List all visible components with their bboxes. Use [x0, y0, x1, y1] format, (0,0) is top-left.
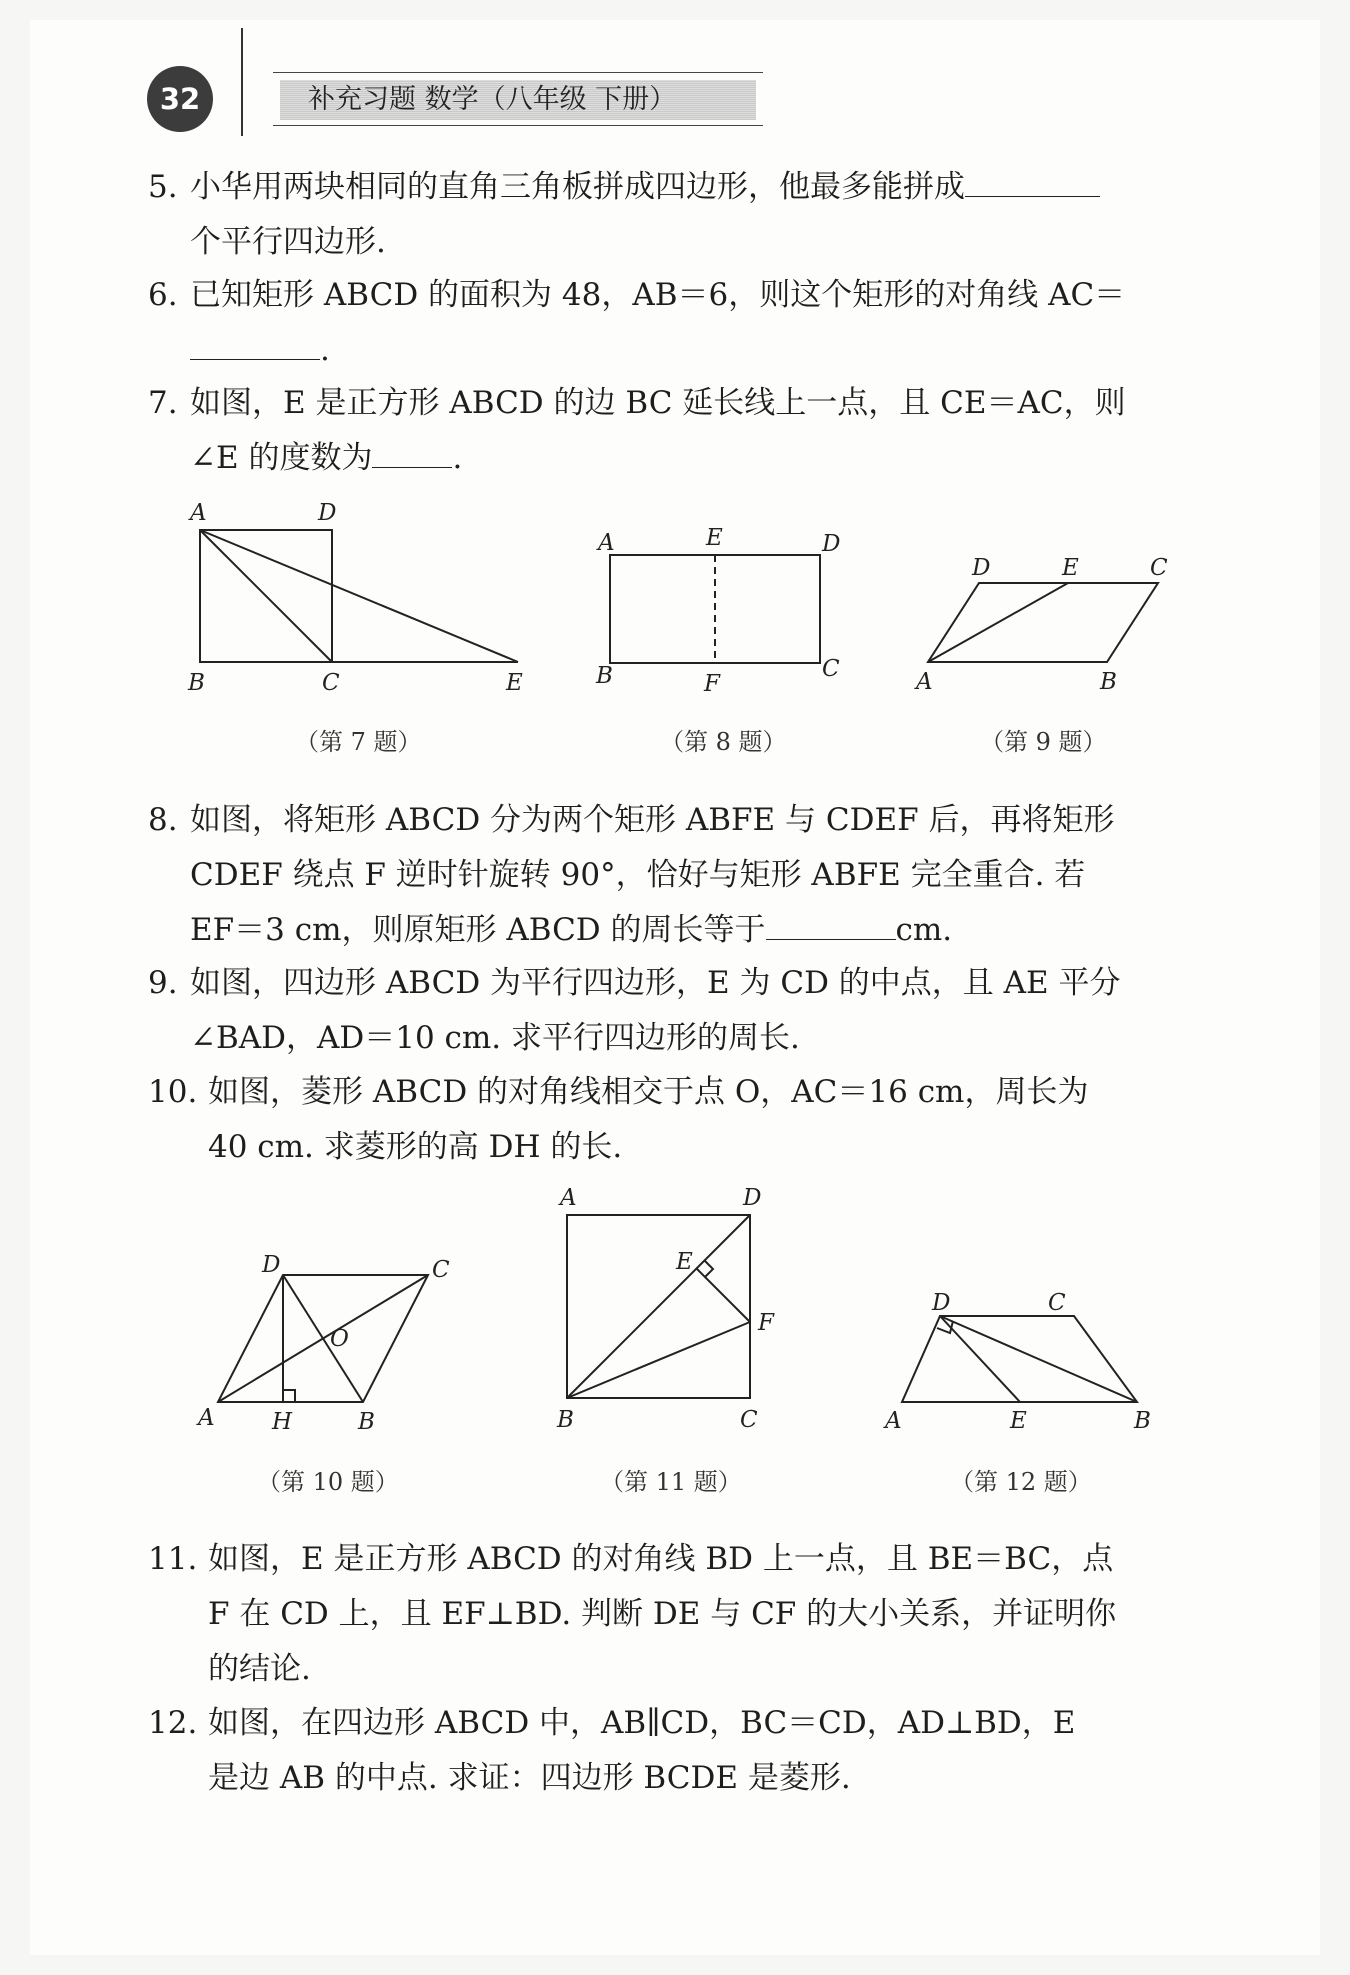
answer-blank[interactable] — [190, 333, 320, 360]
question-text: EF＝3 cm，则原矩形 ABCD 的周长等于 — [190, 912, 766, 948]
figure-7 — [180, 495, 540, 695]
question-number: 8. — [148, 802, 178, 838]
question-text: cm. — [895, 912, 953, 948]
question-number: 7. — [148, 385, 178, 421]
question-7 — [148, 376, 1218, 486]
label-a: A — [885, 1408, 902, 1434]
label-e: E — [506, 670, 523, 696]
page-number-badge: 32 — [147, 66, 213, 132]
right-angle-mark — [283, 1390, 295, 1402]
figure-10-caption: （第 10 题） — [257, 1468, 399, 1496]
question-text: 是边 AB 的中点. 求证：四边形 BCDE 是菱形. — [208, 1760, 851, 1796]
label-b: B — [1134, 1408, 1151, 1434]
label-a: A — [598, 530, 615, 556]
diagonal-ac — [200, 530, 332, 662]
figure-12 — [880, 1280, 1170, 1440]
label-a: A — [198, 1405, 215, 1431]
label-f: F — [758, 1310, 774, 1336]
label-b: B — [1100, 669, 1117, 695]
question-text: 如图，E 是正方形 ABCD 的边 BC 延长线上一点，且 CE＝AC，则 — [190, 385, 1126, 421]
question-number: 10. — [148, 1074, 198, 1110]
question-10 — [148, 1065, 1218, 1175]
label-d: D — [822, 531, 841, 557]
diagonal-bd — [940, 1316, 1137, 1402]
figure-10 — [190, 1245, 480, 1435]
question-text: 如图，菱形 ABCD 的对角线相交于点 O，AC＝16 cm，周长为 — [208, 1074, 1089, 1110]
question-text: CDEF 绕点 F 逆时针旋转 90°，恰好与矩形 ABFE 完全重合. 若 — [190, 857, 1086, 893]
right-angle-mark — [705, 1261, 713, 1277]
question-9 — [148, 956, 1218, 1066]
label-c: C — [1150, 555, 1168, 581]
label-b: B — [596, 663, 613, 689]
figure-8-caption: （第 8 题） — [660, 728, 787, 756]
label-a: A — [916, 669, 933, 695]
question-text: . — [452, 440, 463, 476]
label-d: D — [743, 1185, 762, 1211]
question-text: ∠BAD，AD＝10 cm. 求平行四边形的周长. — [190, 1020, 800, 1056]
label-c: C — [822, 656, 840, 682]
question-text: . — [320, 332, 330, 368]
question-8 — [148, 793, 1218, 958]
question-text: 如图，在四边形 ABCD 中，AB∥CD，BC＝CD，AD⊥BD，E — [208, 1705, 1076, 1741]
header-divider — [241, 28, 243, 136]
figure-8 — [590, 520, 870, 697]
question-text: F 在 CD 上，且 EF⊥BD. 判断 DE 与 CF 的大小关系，并证明你 — [208, 1596, 1117, 1632]
question-number: 11. — [148, 1541, 198, 1577]
figure-7-caption: （第 7 题） — [295, 728, 422, 756]
figure-9-caption: （第 9 题） — [980, 728, 1107, 756]
label-c: C — [432, 1257, 450, 1283]
question-5 — [148, 160, 1218, 270]
label-a: A — [560, 1185, 577, 1211]
question-11 — [148, 1532, 1218, 1697]
label-e: E — [676, 1249, 693, 1275]
answer-blank[interactable] — [965, 170, 1100, 197]
header-rule-bottom — [273, 125, 763, 126]
question-number: 5. — [148, 169, 178, 205]
label-b: B — [358, 1409, 375, 1435]
label-e: E — [1010, 1408, 1027, 1434]
label-o: O — [330, 1326, 349, 1352]
diagonal-bd — [283, 1275, 363, 1402]
segment-ae — [200, 530, 518, 662]
question-6 — [148, 268, 1218, 378]
question-number: 6. — [148, 277, 178, 313]
answer-blank[interactable] — [372, 441, 452, 468]
label-d: D — [262, 1252, 281, 1278]
label-a: A — [190, 500, 207, 526]
diagonal-bd — [567, 1215, 750, 1398]
question-number: 12. — [148, 1705, 198, 1741]
label-e: E — [706, 525, 723, 551]
label-c: C — [740, 1407, 758, 1433]
label-e: E — [1062, 555, 1079, 581]
question-text: 已知矩形 ABCD 的面积为 48，AB＝6，则这个矩形的对角线 AC＝ — [190, 277, 1126, 313]
label-h: H — [272, 1409, 293, 1435]
figure-11 — [540, 1175, 800, 1435]
segment-ae — [928, 583, 1068, 662]
question-text: 如图，四边形 ABCD 为平行四边形，E 为 CD 的中点，且 AE 平分 — [190, 965, 1121, 1001]
figure-9 — [900, 545, 1200, 695]
question-text: 小华用两块相同的直角三角板拼成四边形，他最多能拼成 — [190, 169, 965, 205]
parallelogram-abcd — [928, 583, 1158, 662]
question-text: 的结论. — [208, 1651, 311, 1687]
label-d: D — [932, 1290, 951, 1316]
label-d: D — [972, 555, 991, 581]
figure-11-caption: （第 11 题） — [600, 1468, 742, 1496]
label-b: B — [557, 1407, 574, 1433]
question-text: 个平行四边形. — [190, 224, 386, 260]
question-text: 40 cm. 求菱形的高 DH 的长. — [208, 1129, 623, 1165]
figure-12-caption: （第 12 题） — [950, 1468, 1092, 1496]
label-c: C — [322, 670, 340, 696]
question-text: 如图，将矩形 ABCD 分为两个矩形 ABFE 与 CDEF 后，再将矩形 — [190, 802, 1115, 838]
label-f: F — [704, 671, 720, 697]
question-12 — [148, 1696, 1218, 1806]
answer-blank[interactable] — [766, 913, 896, 940]
label-c: C — [1048, 1290, 1066, 1316]
header-rule-top — [273, 72, 763, 73]
question-text: 如图，E 是正方形 ABCD 的对角线 BD 上一点，且 BE＝BC，点 — [208, 1541, 1114, 1577]
question-text: ∠E 的度数为 — [190, 440, 373, 476]
label-b: B — [188, 670, 205, 696]
segment-bf — [567, 1322, 750, 1398]
label-d: D — [318, 500, 337, 526]
running-title: 补充习题 数学（八年级 下册） — [280, 80, 756, 120]
question-number: 9. — [148, 965, 178, 1001]
